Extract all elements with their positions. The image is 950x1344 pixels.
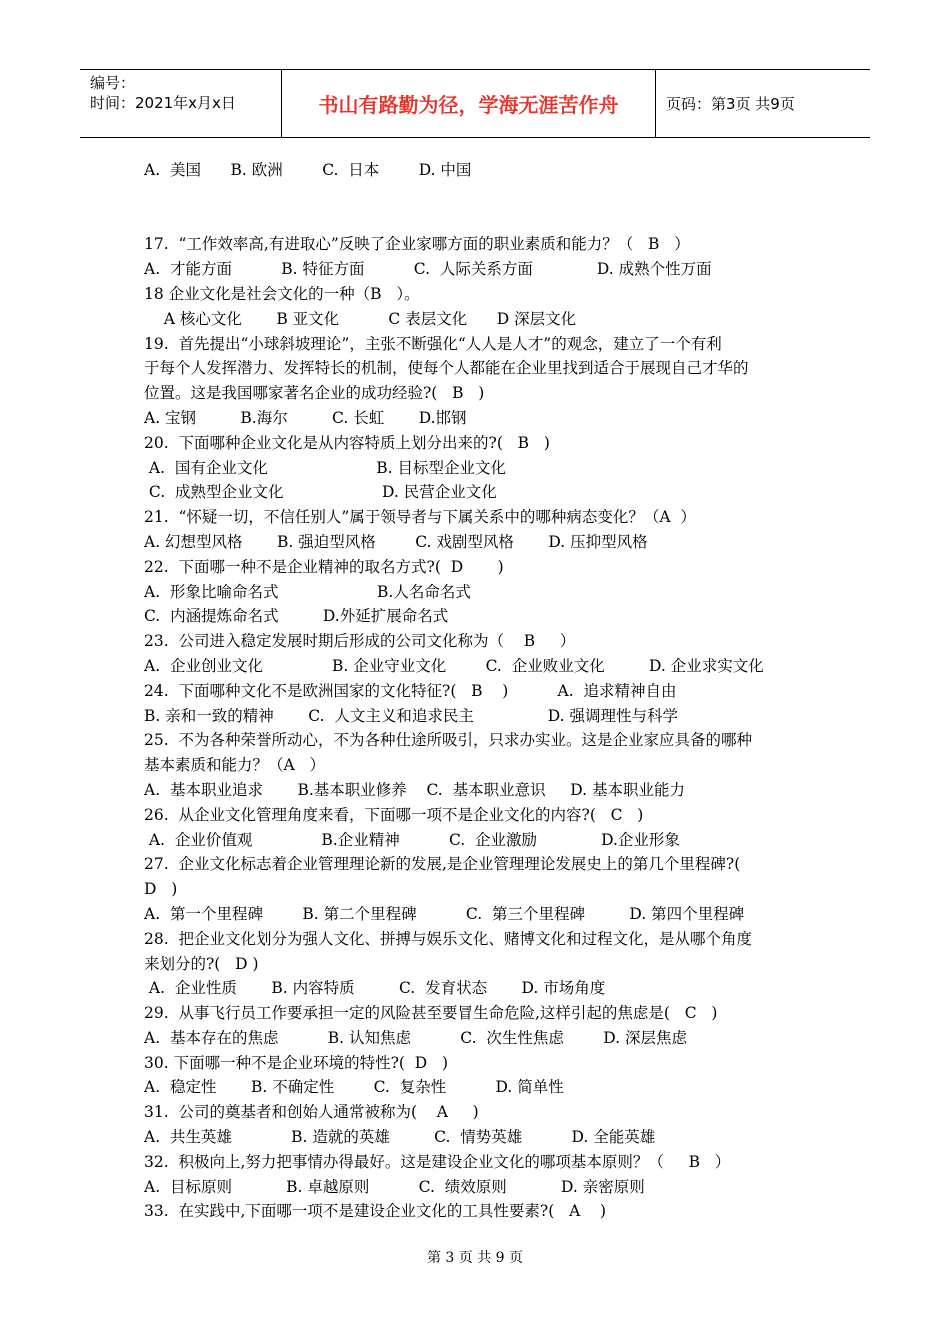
text-line: A. 第一个里程碑 B. 第二个里程碑 C. 第三个里程碑 D. 第四个里程碑 xyxy=(144,904,745,923)
text-line: 21. “怀疑一切，不信任别人”属于领导者与下属关系中的哪种病态变化？（A ） xyxy=(144,508,696,527)
header-meta xyxy=(80,70,282,137)
text-line: 24. 下面哪种文化不是欧洲国家的文化特征?( B ) A. 追求精神自由 xyxy=(144,681,677,700)
text-line: A. 形象比喻命名式 B.人名命名式 xyxy=(144,582,471,601)
question-body xyxy=(144,158,814,1224)
text-line: A. 企业创业文化 B. 企业守业文化 C. 企业败业文化 D. 企业求实文化 xyxy=(144,656,764,675)
text-line: A. 宝钢 B.海尔 C. 长虹 D.邯钢 xyxy=(144,408,467,427)
text-line: 22. 下面哪一种不是企业精神的取名方式?( D ) xyxy=(144,557,504,576)
text-line: A 核心文化 B 亚文化 C 表层文化 D 深层文化 xyxy=(144,309,577,328)
document-number-label: 编号： xyxy=(90,74,136,92)
text-line: A. 共生英雄 B. 造就的英雄 C. 情势英雄 D. 全能英雄 xyxy=(144,1128,656,1147)
page-footer: 第 3 页 共 9 页 xyxy=(426,1250,524,1266)
text-line: 25. 不为各种荣誉所动心，不为各种仕途所吸引，只求办实业。这是企业家应具备的哪种 xyxy=(144,731,753,750)
text-line: A. 企业价值观 B.企业精神 C. 企业激励 D.企业形象 xyxy=(144,830,680,849)
text-line: 20. 下面哪种企业文化是从内容特质上划分出来的?( B ) xyxy=(144,433,550,452)
text-line: 26. 从企业文化管理角度来看，下面哪一项不是企业文化的内容?( C ) xyxy=(144,805,644,824)
text-line: 位置。这是我国哪家著名企业的成功经验?( B ) xyxy=(144,384,485,403)
text-line: 30. 下面哪一种不是企业环境的特性?( D ) xyxy=(144,1053,449,1072)
page-header xyxy=(80,69,870,138)
text-line: 27. 企业文化标志着企业管理理论新的发展,是企业管理理论发展史上的第几个里程碑?( xyxy=(144,855,741,874)
text-line: 基本素质和能力？（A ） xyxy=(144,756,325,775)
text-line: A. 企业性质 B. 内容特质 C. 发育状态 D. 市场角度 xyxy=(144,979,606,998)
text-line: A. 国有企业文化 B. 目标型企业文化 xyxy=(144,458,507,477)
header-page-number: 页码：第3页 共9页 xyxy=(666,95,795,113)
text-line: A. 幻想型风格 B. 强迫型风格 C. 戏剧型风格 D. 压抑型风格 xyxy=(144,532,648,551)
text-line: 17. “工作效率高,有进取心”反映了企业家哪方面的职业素质和能力？（ B ） xyxy=(144,235,690,254)
text-line: 于每个人发挥潜力、发挥特长的机制，使每个人都能在企业里找到适合于展现自己才华的 xyxy=(144,359,749,378)
text-line: A. 基本存在的焦虑 B. 认知焦虑 C. 次生性焦虑 D. 深层焦虑 xyxy=(144,1028,687,1047)
header-motto: 书山有路勤为径，学海无涯苦作舟 xyxy=(282,70,656,137)
text-line: 23. 公司进入稳定发展时期后形成的公司文化称为（ B ） xyxy=(144,632,576,651)
text-line: A. 稳定性 B. 不确定性 C. 复杂性 D. 简单性 xyxy=(144,1078,564,1097)
text-line: A. 才能方面 B. 特征方面 C. 人际关系方面 D. 成熟个性万面 xyxy=(144,260,712,279)
text-line: A. 目标原则 B. 卓越原则 C. 绩效原则 D. 亲密原则 xyxy=(144,1177,645,1196)
document-date-label: 时间：2021年x月x日 xyxy=(90,94,236,112)
text-line: 19. 首先提出“小球斜坡理论”，主张不断强化“人人是人才”的观念，建立了一个有利 xyxy=(144,334,722,353)
text-line: C. 内涵提炼命名式 D.外延扩展命名式 xyxy=(144,607,449,626)
text-line: 32. 积极向上,努力把事情办得最好。这是建设企业文化的哪项基本原则？（ B ） xyxy=(144,1152,731,1171)
blank-gap xyxy=(144,183,814,233)
text-line: A. 美国 B. 欧洲 C. 日本 D. 中国 xyxy=(144,161,472,179)
text-line: 29. 从事飞行员工作要承担一定的风险甚至要冒生命危险,这样引起的焦虑是( C ) xyxy=(144,1004,718,1023)
text-line: 18 企业文化是社会文化的一种（B ）。 xyxy=(144,284,420,303)
text-line: 28. 把企业文化划分为强人文化、拼搏与娱乐文化、赌博文化和过程文化，是从哪个角度 xyxy=(144,929,753,948)
text-line: D ) xyxy=(144,880,178,899)
text-line: 31. 公司的奠基者和创始人通常被称为( A ) xyxy=(144,1103,479,1122)
text-line: 33. 在实践中,下面哪一项不是建设企业文化的工具性要素?( A ) xyxy=(144,1202,607,1221)
text-line: B. 亲和一致的精神 C. 人文主义和追求民主 D. 强调理性与科学 xyxy=(144,706,678,725)
text-line: C. 成熟型企业文化 D. 民营企业文化 xyxy=(144,483,497,502)
text-line: 来划分的?( D ) xyxy=(144,954,259,973)
text-line: A. 基本职业追求 B.基本职业修养 C. 基本职业意识 D. 基本职业能力 xyxy=(144,780,685,799)
